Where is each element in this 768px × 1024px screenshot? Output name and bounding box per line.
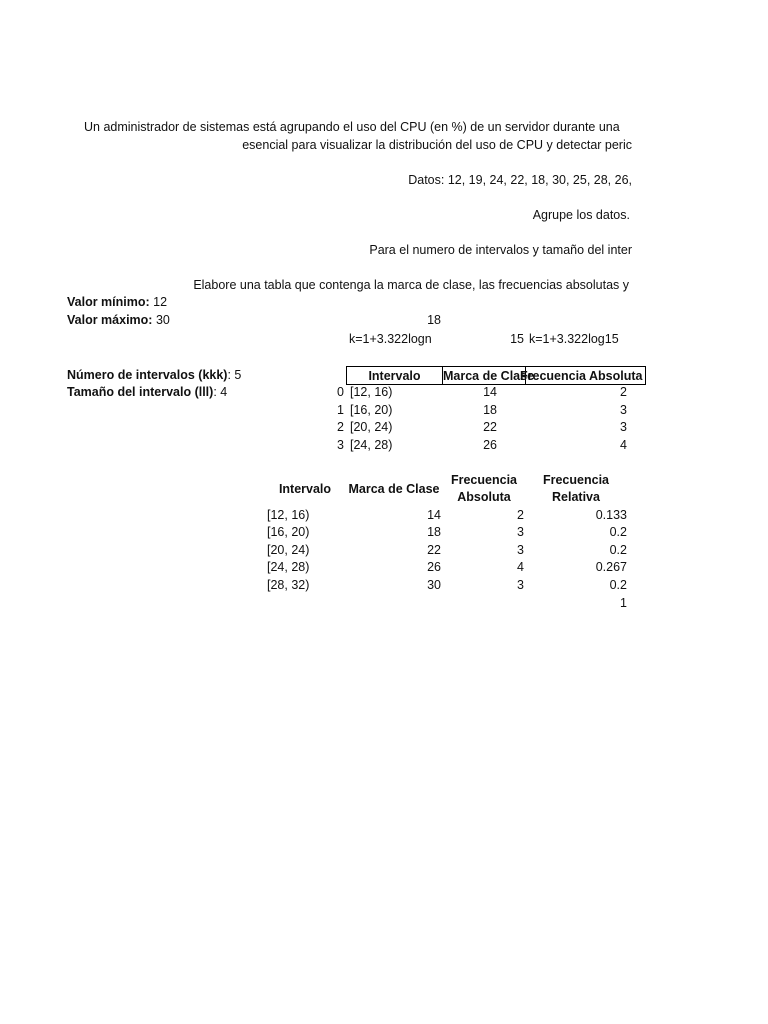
table2-intervalo: [24, 28)	[267, 560, 310, 574]
n-value: 18	[427, 313, 441, 327]
table2-total: 1	[620, 596, 627, 610]
intro-line-2: esencial para visualizar la distribución del uso de CPU y detectar peric	[242, 138, 632, 152]
table1-marca: 26	[483, 438, 497, 452]
intervals-label: Número de intervalos (kkk)	[67, 368, 228, 382]
table2-fr: 0.267	[595, 560, 627, 574]
k-value: 15	[510, 332, 524, 346]
table2-intervalo: [16, 20)	[267, 525, 310, 539]
table2-header-fr-1: Frecuencia	[542, 473, 609, 487]
table1-freq: 4	[620, 438, 627, 452]
table1-header-freq: Frecuencia Absoluta	[520, 369, 643, 383]
table1-marca: 18	[483, 403, 497, 417]
table2-header-fa-1: Frecuencia	[450, 473, 517, 487]
table2-header-marca: Marca de Clase	[348, 482, 440, 496]
table2-fa: 3	[517, 543, 524, 557]
size-label: Tamaño del intervalo (lll)	[67, 385, 214, 399]
table2-fa: 2	[517, 508, 524, 522]
table1-freq: 2	[620, 385, 627, 399]
table1-freq: 3	[620, 403, 627, 417]
table1-idx: 2	[337, 420, 344, 434]
para-line: Para el numero de intervalos y tamaño del inter	[369, 243, 632, 257]
table2-header-intervalo: Intervalo	[278, 482, 332, 496]
table1-intervalo: [16, 20)	[350, 403, 393, 417]
datos-line: Datos: 12, 19, 24, 22, 18, 30, 25, 28, 26,	[408, 173, 632, 187]
table2-fr: 0.2	[609, 578, 627, 592]
max-row	[67, 312, 170, 328]
size-row	[67, 384, 227, 400]
table2-header-fa-2: Absoluta	[457, 490, 511, 504]
formula-1: k=1+3.322logn	[349, 332, 432, 346]
size-value: : 4	[213, 385, 228, 399]
min-label: Valor mínimo:	[67, 295, 150, 309]
table2-intervalo: [28, 32)	[267, 578, 310, 592]
formula-2: k=1+3.322log15	[529, 332, 619, 346]
table1-marca: 14	[483, 385, 497, 399]
table2-marca: 26	[427, 560, 441, 574]
intro-line-1: Un administrador de sistemas está agrupando el uso del CPU (en %) de un servidor durante una	[84, 120, 620, 134]
table1-intervalo: [24, 28)	[350, 438, 393, 452]
table2-marca: 18	[427, 525, 441, 539]
table2-fa: 4	[517, 560, 524, 574]
table2-header-fr-2: Relativa	[552, 490, 600, 504]
elabore-line: Elabore una tabla que contenga la marca de clase, las frecuencias absolutas y	[193, 278, 629, 292]
table1-idx: 0	[337, 385, 344, 399]
table2-fa: 3	[517, 578, 524, 592]
intervals-value: : 5	[227, 368, 242, 382]
min-row	[67, 294, 167, 310]
table1-idx: 3	[337, 438, 344, 452]
min-value: 12	[153, 295, 168, 309]
table2-fr: 0.2	[609, 525, 627, 539]
table2-intervalo: [12, 16)	[267, 508, 310, 522]
table1-intervalo: [12, 16)	[350, 385, 393, 399]
table2-marca: 22	[427, 543, 441, 557]
table1-idx: 1	[337, 403, 344, 417]
intervals-row	[67, 367, 241, 383]
table1-marca: 22	[483, 420, 497, 434]
table1-intervalo: [20, 24)	[350, 420, 393, 434]
table1-header-marca: Marca de Clase	[443, 369, 535, 383]
table1-freq: 3	[620, 420, 627, 434]
table2-fr: 0.133	[595, 508, 627, 522]
table1-header-intervalo: Intervalo	[368, 369, 421, 383]
table2-marca: 30	[427, 578, 441, 592]
table2-fa: 3	[517, 525, 524, 539]
agrupe-line: Agrupe los datos.	[532, 208, 630, 222]
max-value: 30	[155, 313, 170, 327]
table2-intervalo: [20, 24)	[267, 543, 310, 557]
table2-marca: 14	[427, 508, 441, 522]
max-label: Valor máximo:	[67, 313, 153, 327]
table2-fr: 0.2	[609, 543, 627, 557]
